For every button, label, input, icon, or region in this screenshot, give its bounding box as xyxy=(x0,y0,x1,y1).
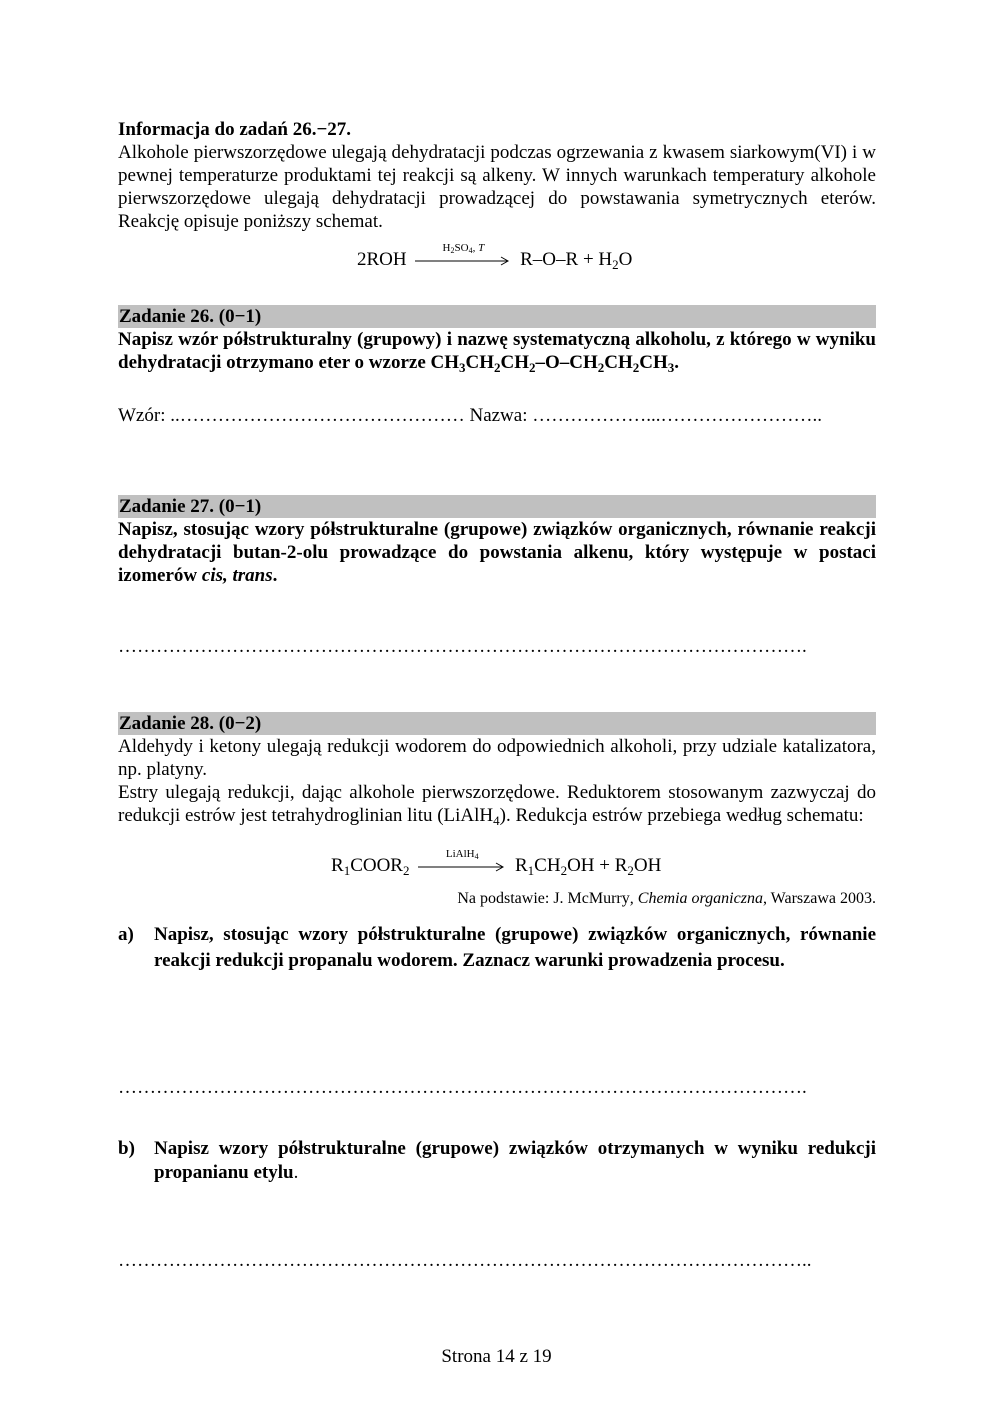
scheme-arrow xyxy=(415,241,511,266)
reduction-right: $R_1CH_2OH + R_2OH$ xyxy=(514,855,662,878)
task-27-answer-line[interactable]: ………………………………………………………………………………………………. xyxy=(118,636,807,657)
task-28 xyxy=(118,712,876,827)
task-28a-text: Napisz, stosując wzory półstrukturalne (grupowe) związków organicznych, równanie reakcji redukcji propanalu wodorem. Zaznacz warunki prowadzenia procesu. xyxy=(154,924,876,971)
task-28a-label: a) xyxy=(118,924,134,945)
task-28-header: Zadanie 28. (0−2) xyxy=(118,712,876,735)
reduction-scheme xyxy=(331,847,662,878)
dehydration-scheme xyxy=(357,241,633,272)
reduction-catalyst: LiAlH$_4$ xyxy=(445,847,479,861)
task-28a xyxy=(118,922,876,974)
task-28-p2: Estry ulegają redukcji, dając alkohole pierwszorzędowe. Reduktorem stosowanym zazwyczaj do redukcji estrów jest tetrahydroglinian litu (LiAlH$_4$). Redukcja estrów przebiega według schematu: xyxy=(118,782,876,828)
scheme-catalyst: $H_2SO_4$, T xyxy=(442,241,485,255)
task-27-header: Zadanie 27. (0−1) xyxy=(118,495,876,518)
reduction-arrow xyxy=(418,847,506,872)
task-26 xyxy=(118,305,876,374)
arrow-icon xyxy=(418,862,506,872)
task-26-answer-line[interactable]: Wzór: ..……………………………………… Nazwa: ………………...…………………….. xyxy=(118,405,822,426)
task-28a-answer-line[interactable]: ………………………………………………………………………………………………. xyxy=(118,1077,807,1098)
source-citation: Na podstawie: J. McMurry, Chemia organiczna, Warszawa 2003. xyxy=(457,890,876,907)
scheme-right: $R-O-R + H_2O$ xyxy=(520,249,633,272)
info-text: Alkohole pierwszorzędowe ulegają dehydratacji podczas ogrzewania z kwasem siarkowym(VI) i w pewnej temperaturze produktami tej reakcji są alkeny. W innych warunkach temperatury alkohole pierwszorzędowe ulegają dehydratacji prowadzącej do powstawania symetrycznych eterów. Reakcję opisuje poniższy schemat. xyxy=(118,142,876,232)
task-28b xyxy=(118,1137,876,1185)
task-26-text: Napisz wzór półstrukturalny (grupowy) i nazwę systematyczną alkoholu, z którego w wyniku dehydratacji otrzymano eter o wzorze $CH_3CH_2CH_2-O-CH_2CH_2CH_3$. xyxy=(118,329,876,375)
info-section xyxy=(118,118,876,233)
info-title: Informacja do zadań 26.−27. xyxy=(118,119,352,140)
task-28b-label: b) xyxy=(118,1138,135,1159)
reduction-left: $R_1COOR_2$ xyxy=(331,855,410,878)
task-28b-answer-line[interactable]: ……………………………………………………………………………………………….. xyxy=(118,1250,812,1271)
task-28b-text: Napisz wzory półstrukturalne (grupowe) związków otrzymanych w wyniku redukcji propanianu etylu. xyxy=(154,1138,876,1183)
task-27 xyxy=(118,495,876,587)
task-26-header: Zadanie 26. (0−1) xyxy=(118,305,876,328)
page-number: Strona 14 z 19 xyxy=(441,1346,552,1367)
task-27-text: Napisz, stosując wzory półstrukturalne (grupowe) związków organicznych, równanie reakcji dehydratacji butan-2-olu prowadzące do powstania alkenu, który występuje w postaci izomerów cis, trans. xyxy=(118,519,876,586)
scheme-left: 2ROH xyxy=(357,249,407,270)
arrow-icon xyxy=(415,256,511,266)
task-28-p1: Aldehydy i ketony ulegają redukcji wodorem do odpowiednich alkoholi, przy udziale katalizatora, np. platyny. xyxy=(118,736,876,780)
